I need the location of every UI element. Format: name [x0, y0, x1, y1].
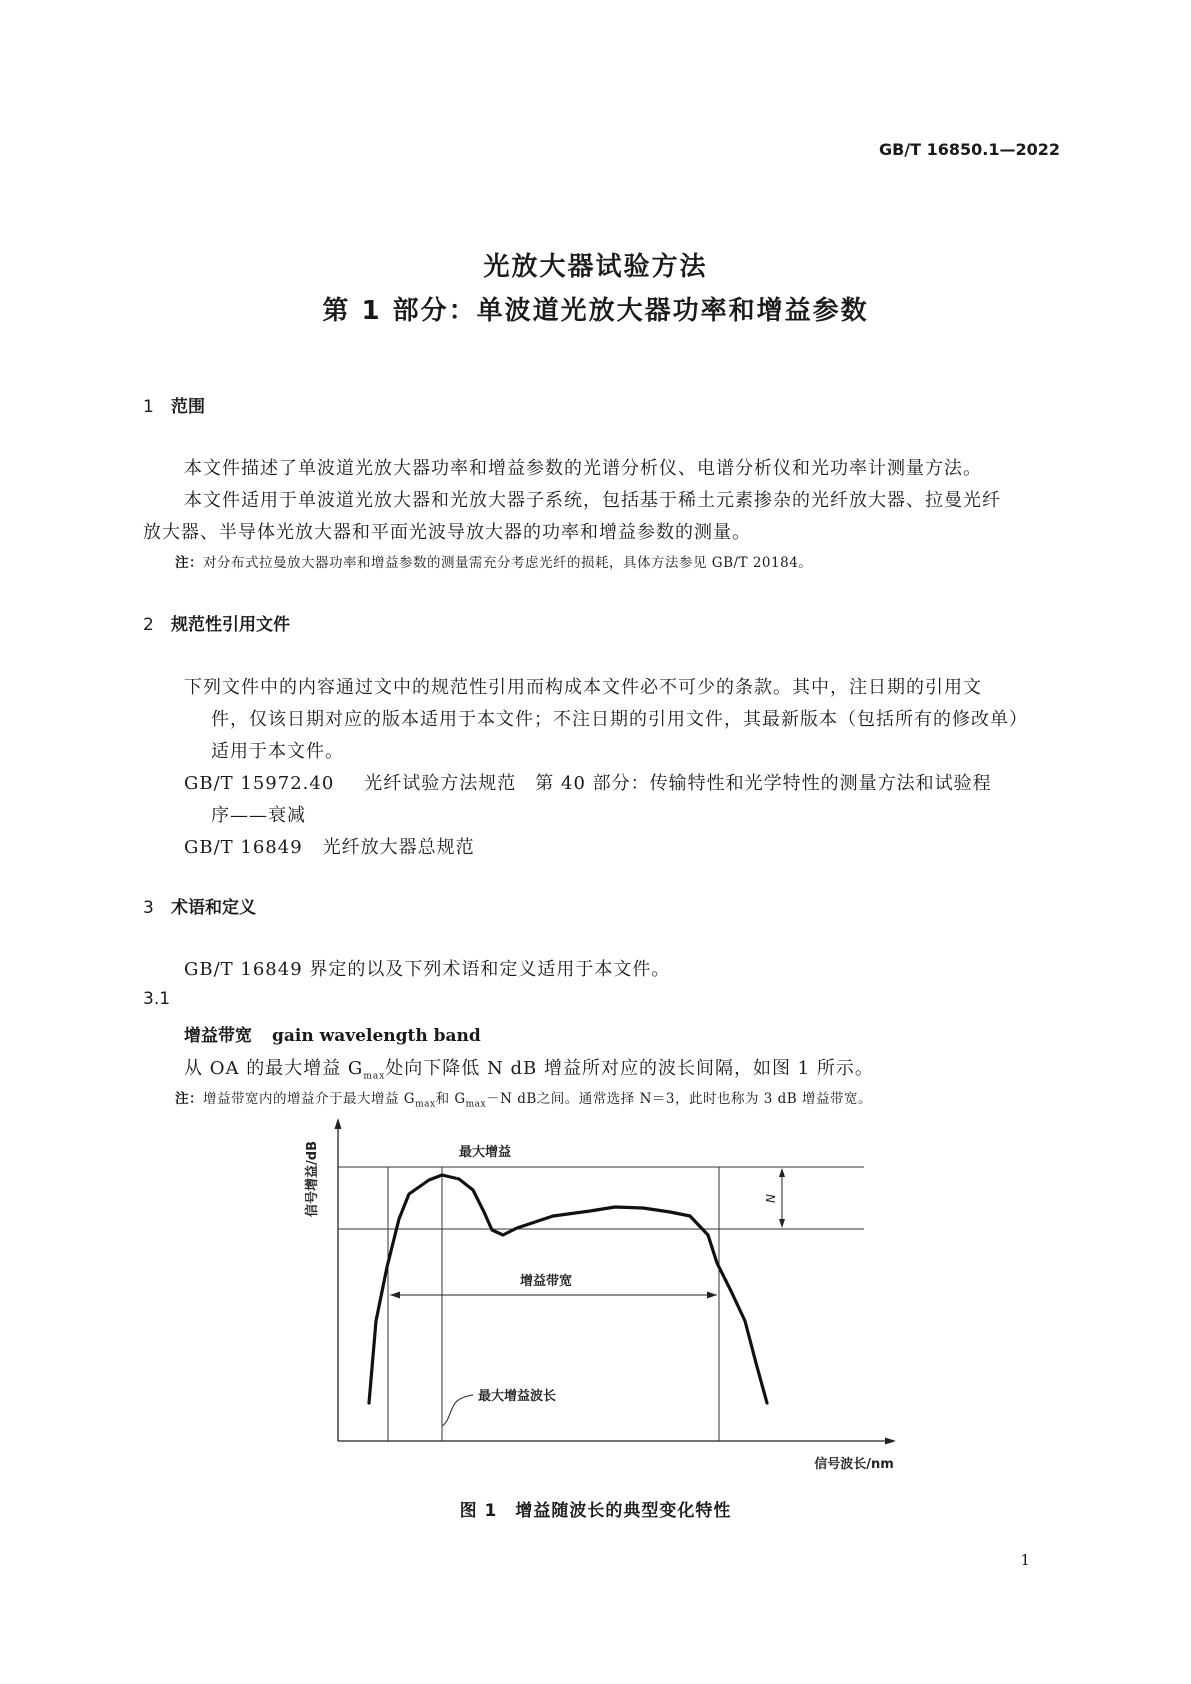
x-axis-label: 信号波长/nm	[814, 1457, 894, 1472]
section-number: 1	[143, 397, 154, 417]
section-heading-terms	[143, 893, 256, 918]
document-title: 光放大器试验方法	[483, 252, 708, 282]
term-english: gain wavelength band	[272, 1026, 481, 1046]
y-axis-arrow	[335, 1118, 342, 1129]
reference-title: 光纤放大器总规范	[322, 837, 475, 858]
scope-paragraph-2-line-2: 放大器、半导体光放大器和平面光波导放大器的功率和增益参数的测量。	[143, 522, 751, 543]
n-arrow-down	[779, 1219, 785, 1228]
gain-wavelength-figure	[290, 1115, 920, 1485]
scope-note	[175, 551, 812, 571]
section-title: 范围	[171, 397, 205, 417]
section-heading-normative	[143, 610, 290, 635]
subscript: max	[415, 1099, 436, 1110]
reference-code: GB/T 15972.40	[184, 773, 335, 794]
standard-number: GB/T 16850.1—2022	[878, 140, 1060, 159]
term-number: 3.1	[143, 989, 171, 1009]
page-number: 1	[1020, 1551, 1030, 1569]
subscript: max	[465, 1099, 487, 1110]
scope-paragraph-1: 本文件描述了单波道光放大器功率和增益参数的光谱分析仪、电谱分析仪和光功率计测量方法。	[184, 458, 982, 479]
section-number: 2	[143, 615, 154, 635]
term-chinese: 增益带宽	[184, 1026, 252, 1046]
note-label: 注：	[175, 1091, 203, 1107]
note-label: 注：	[175, 555, 203, 571]
normative-intro-line-2: 件，仅该日期对应的版本适用于本文件；不注日期的引用文件，其最新版本（包括所有的修改单）	[211, 709, 1028, 730]
figure-caption: 图 1 增益随波长的典型变化特性	[459, 1501, 732, 1521]
n-label: N	[764, 1194, 778, 1203]
bandwidth-arrow-left	[390, 1292, 400, 1299]
section-title: 规范性引用文件	[171, 615, 290, 635]
max-gain-label: 最大增益	[458, 1145, 512, 1160]
x-axis-arrow	[885, 1438, 896, 1445]
reference-item	[184, 833, 475, 859]
note-text: 对分布式拉曼放大器功率和增益参数的测量需充分考虑光纤的损耗，具体方法参见 GB/T 20184。	[203, 555, 813, 571]
n-arrow-up	[779, 1168, 785, 1177]
gain-curve	[369, 1175, 767, 1403]
section-number: 3	[143, 898, 154, 918]
note-text: 和 G	[435, 1091, 466, 1107]
reference-title: 光纤试验方法规范 第 40 部分：传输特性和光学特性的测量方法和试验程	[364, 773, 992, 794]
reference-item	[184, 769, 992, 795]
note-text: 增益带宽内的增益介于最大增益 G	[203, 1091, 416, 1107]
normative-intro-line-1: 下列文件中的内容通过文中的规范性引用而构成本文件必不可少的条款。其中，注日期的引用文	[184, 677, 982, 698]
reference-title-continued: 序——衰减	[211, 805, 306, 826]
terms-intro: GB/T 16849 界定的以及下列术语和定义适用于本文件。	[184, 959, 671, 980]
y-axis-label: 信号增益/dB	[305, 1141, 320, 1217]
document-subtitle: 第 1 部分：单波道光放大器功率和增益参数	[322, 296, 869, 326]
subscript: max	[363, 1071, 386, 1082]
note-text: －N dB之间。通常选择 N＝3，此时也称为 3 dB 增益带宽。	[486, 1091, 873, 1107]
max-gain-wavelength-label: 最大增益波长	[478, 1389, 557, 1404]
definition-text: 处向下降低 N dB 增益所对应的波长间隔，如图 1 所示。	[385, 1058, 874, 1079]
normative-intro-line-3: 适用于本文件。	[211, 741, 344, 762]
term-definition	[184, 1054, 874, 1082]
bandwidth-label: 增益带宽	[519, 1274, 573, 1289]
reference-code: GB/T 16849	[184, 837, 303, 858]
definition-text: 从 OA 的最大增益 G	[184, 1058, 364, 1079]
term-heading	[184, 1021, 481, 1046]
section-heading-scope	[143, 392, 205, 417]
max-gain-wavelength-leader	[442, 1395, 473, 1426]
bandwidth-arrow-right	[707, 1292, 717, 1299]
scope-paragraph-2-line-1: 本文件适用于单波道光放大器和光放大器子系统，包括基于稀土元素掺杂的光纤放大器、拉曼光纤	[184, 490, 1001, 511]
section-title: 术语和定义	[171, 898, 256, 918]
term-note	[175, 1087, 872, 1110]
